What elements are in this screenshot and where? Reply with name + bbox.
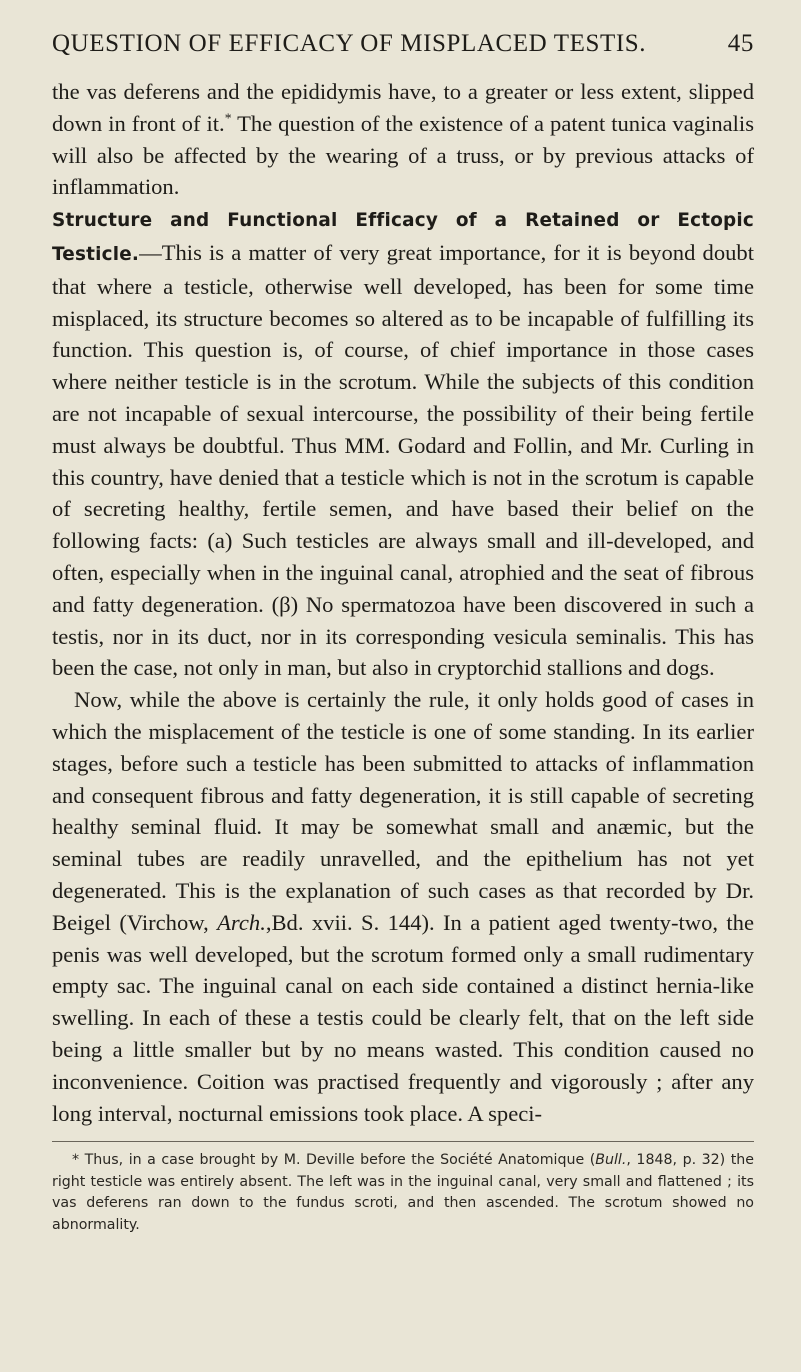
citation-italic: Arch. [217, 909, 266, 935]
running-title: QUESTION OF EFFICACY OF MISPLACED TESTIS. [52, 30, 647, 57]
paragraph-text: ,Bd. xvii. S. 144). In a patient aged twenty-two, the penis was well developed, but the scrotum formed only a small rudimentary empty sac. The inguinal canal on each side contained a distinct hernia-like swelling. In each of these a testis could be clearly felt, that on the left side being a little smaller but by no means wasted. This condition caused no inconvenience. Coition was practised frequently and vigorously ; after any long interval, nocturnal emissions took place. A speci- [52, 909, 754, 1126]
paragraph-indented [52, 684, 754, 1129]
body-text [52, 76, 754, 1129]
paragraph-text: The question of the existence of a patent tunica vaginalis will also be affected by the wearing of a truss, or by previous attacks of inflammation. [52, 110, 754, 200]
footnote-citation-italic: Bull. [595, 1152, 627, 1169]
running-header [52, 30, 754, 76]
footnote-text: , 1848, p. 32) the right testicle was entirely absent. The left was in the inguinal canal, very small and flattened ; its vas deferens ran down to the fundus scroti, and then ascended. The scrotum showed no abnormality. [52, 1152, 754, 1233]
footnote-reference: * [224, 110, 232, 126]
paragraph-continuation [52, 76, 754, 203]
page-number: 45 [727, 30, 754, 57]
paragraph-section [52, 203, 754, 684]
section-heading: Structure and Functional Efficacy of a Retained or Ectopic Testicle. [52, 210, 754, 265]
footnote [52, 1150, 754, 1236]
paragraph-text: the vas deferens and the epididymis have, to a greater or less extent, slipped down in front of it. [52, 79, 754, 136]
footnote-marker: * [72, 1152, 80, 1169]
footnote-divider [52, 1141, 754, 1142]
paragraph-text: —This is a matter of very great importance, for it is beyond doubt that where a testicle, otherwise well developed, has been for some time misplaced, its structure becomes so altered as to be incapable of fulfilling its function. This question is, of course, of chief importance in those cases where neither testicle is in the scrotum. While the subjects of this condition are not incapable of sexual intercourse, the possibility of their being fertile must always be doubtful. Thus MM. Godard and Follin, and Mr. Curling in this country, have denied that a testicle which is not in the scrotum is capable of secreting healthy, fertile semen, and have based their belief on the following facts: (a) Such testicles are always small and ill-developed, and often, especially when in the inguinal canal, atrophied and the seat of fibrous and fatty degeneration. (β) No spermatozoa have been discovered in such a testis, nor in its duct, nor in its corresponding vesicula seminalis. This has been the case, not only in man, but also in cryptorchid stallions and dogs. [52, 239, 754, 681]
footnote-text: Thus, in a case brought by M. Deville before the Société Anatomique ( [79, 1152, 596, 1169]
paragraph-text: Now, while the above is certainly the rule, it only holds good of cases in which the misplacement of the testicle is one of some standing. In its earlier stages, before such a testicle has been submitted to attacks of inflammation and consequent fibrous and fatty degeneration, it is still capable of secreting healthy seminal fluid. It may be somewhat small and anæmic, but the seminal tubes are readily unravelled, and the epithelium has not yet degenerated. This is the explanation of such cases as that recorded by Dr. Beigel (Virchow, [52, 687, 754, 935]
book-page [52, 30, 754, 1236]
